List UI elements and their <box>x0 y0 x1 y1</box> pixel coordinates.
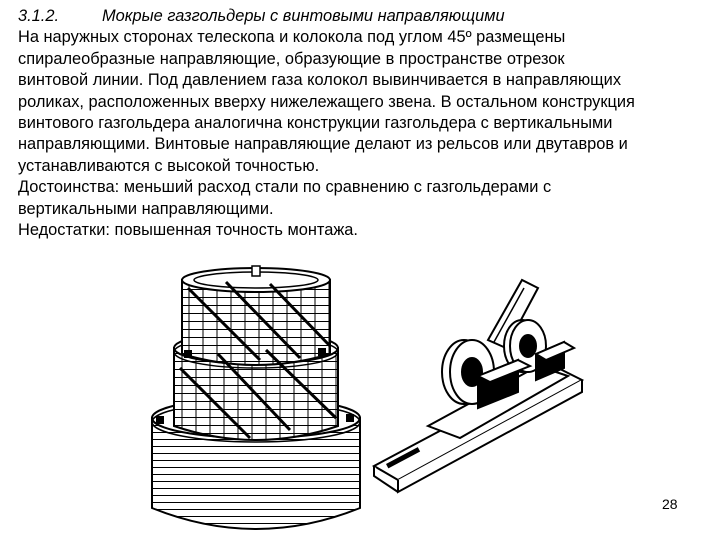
body-line: направляющими. Винтовые направляющие делают из рельсов или двутавров и <box>18 135 628 154</box>
advantages-line: Достоинства: меньший расход стали по сравнению с газгольдерами с <box>18 178 552 197</box>
section-title: Мокрые газгольдеры с винтовыми направляющими <box>102 7 505 25</box>
body-line: роликах, расположенных вверху нижележащего звена. В остальном конструкция <box>18 92 635 111</box>
body-line: винтовой линии. Под давлением газа колокол вывинчивается в направляющих <box>18 71 622 90</box>
body-line: устанавливаются с высокой точностью. <box>18 156 320 175</box>
advantages-line: вертикальными направляющими. <box>18 199 274 218</box>
body-line: винтового газгольдера аналогична конструкции газгольдера с вертикальными <box>18 114 613 133</box>
gasholder-illustration <box>140 258 372 534</box>
slide-text <box>18 6 708 241</box>
section-number: 3.1.2. <box>18 7 60 25</box>
section-heading <box>18 6 708 27</box>
body-line: На наружных сторонах телескопа и колокола под углом 45º размещены <box>18 28 566 47</box>
page-number: 28 <box>662 496 678 512</box>
body-line: спиралеобразные направляющие, образующие в пространстве отрезок <box>18 49 565 68</box>
guide-roller-illustration <box>368 276 594 508</box>
disadvantages-line: Недостатки: повышенная точность монтажа. <box>18 221 358 240</box>
